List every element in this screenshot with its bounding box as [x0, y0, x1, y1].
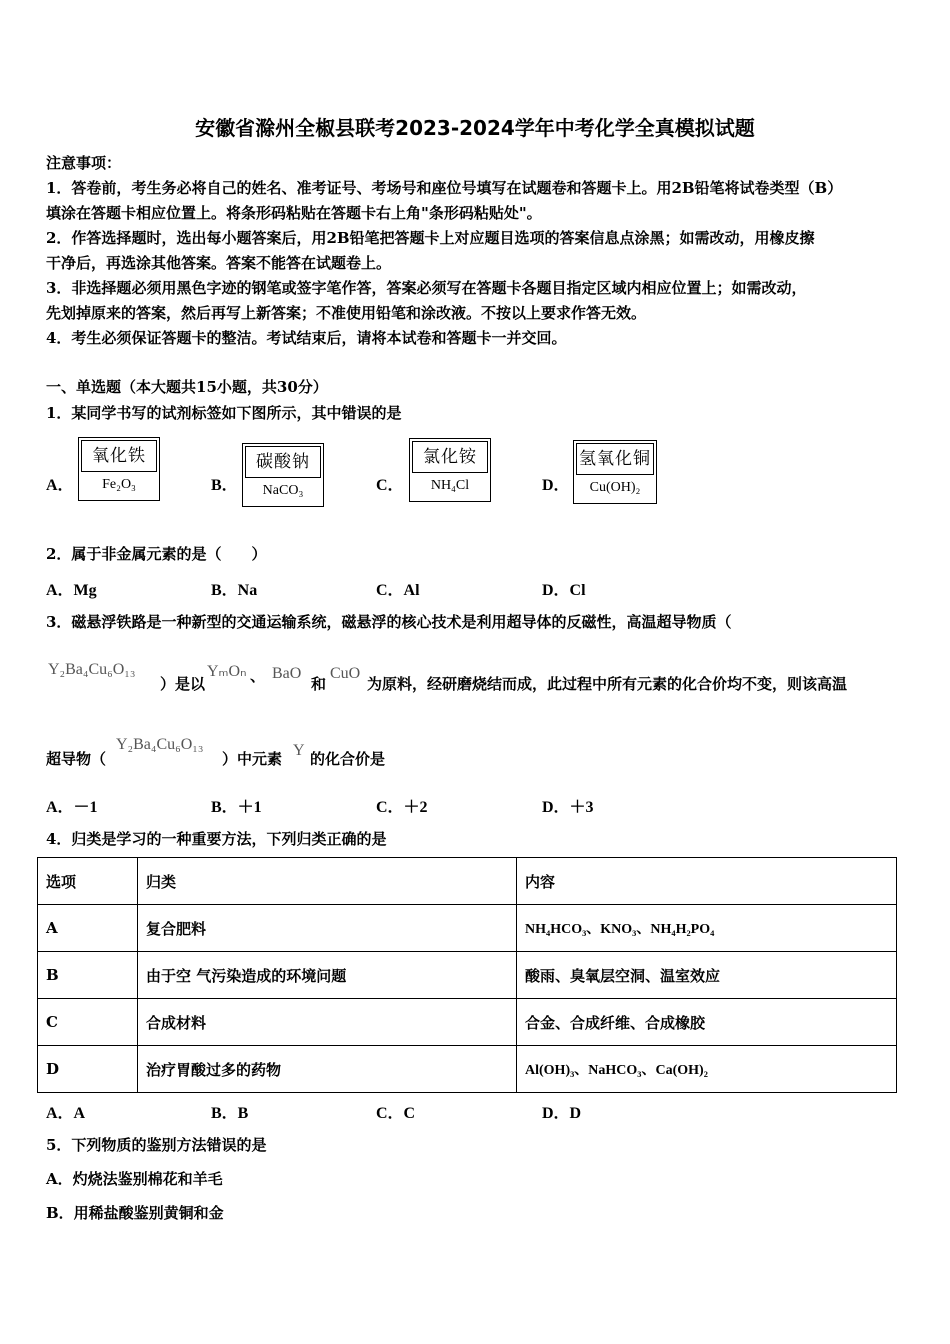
formula-cuo: CuO — [330, 665, 361, 682]
q2-option-b: B．Na — [211, 582, 258, 599]
notice-line: 填涂在答题卡相应位置上。将条形码粘贴在答题卡右上角"条形码粘贴处"。 — [46, 204, 542, 222]
q1-option-c-label — [409, 438, 491, 502]
question-4-stem: 4．归类是学习的一种重要方法，下列归类正确的是 — [46, 830, 387, 848]
q3-text: 的化合价是 — [310, 750, 386, 768]
label-name: 氯化铵 — [412, 441, 488, 473]
table-cell: B — [38, 952, 138, 999]
formula-bao: BaO — [272, 665, 302, 682]
formula-y: Y — [293, 742, 305, 759]
q3-text: ）是以 — [160, 675, 206, 693]
table-cell: D — [38, 1046, 138, 1093]
notice-line: 干净后，再选涂其他答案。答案不能答在试题卷上。 — [46, 254, 392, 272]
formula-ymon: YₘOₙ — [207, 663, 247, 680]
notice-line: 3．非选择题必须用黑色字迹的钢笔或签字笔作答，答案必须写在答题卡各题目指定区域内相应位置上；如需改动， — [46, 279, 807, 297]
table-cell: 合成材料 — [138, 999, 517, 1046]
table-row — [38, 1046, 897, 1093]
label-name: 氢氧化铜 — [576, 443, 654, 475]
label-formula: NaCO₃ — [262, 483, 304, 498]
q3-option-c: C．＋2 — [376, 799, 428, 816]
label-formula: Fe₂O₃ — [102, 477, 136, 492]
q3-option-a: A．－1 — [46, 799, 98, 816]
table-header-cell: 选项 — [38, 858, 138, 905]
question-1-stem: 1．某同学书写的试剂标签如下图所示，其中错误的是 — [46, 404, 402, 422]
q1-option-d-label — [573, 440, 657, 504]
table-header-cell: 内容 — [517, 858, 897, 905]
question-3-stem: 3．磁悬浮铁路是一种新型的交通运输系统，磁悬浮的核心技术是利用超导体的反磁性，高温超导物质（ — [46, 613, 732, 631]
q3-text: 和 — [311, 675, 327, 693]
q1-option-a-label — [78, 437, 160, 501]
page-title: 安徽省滁州全椒县联考2023-2024学年中考化学全真模拟试题 — [195, 116, 755, 140]
table-cell: Al(OH)₃、NaHCO₃、Ca(OH)₂ — [517, 1046, 897, 1093]
table-row — [38, 952, 897, 999]
q3-text: ）中元素 — [222, 750, 283, 768]
classification-table — [37, 857, 897, 1093]
q4-option-c: C．C — [376, 1105, 416, 1122]
notice-line: 4．考生必须保证答题卡的整洁。考试结束后，请将本试卷和答题卡一并交回。 — [46, 329, 567, 347]
q3-option-b: B．＋1 — [211, 799, 262, 816]
q1-option-b-label — [242, 443, 324, 507]
q5-option-a: A．灼烧法鉴别棉花和羊毛 — [46, 1170, 223, 1188]
notice-heading: 注意事项： — [46, 154, 122, 172]
table-cell: A — [38, 905, 138, 952]
q3-option-d: D．＋3 — [542, 799, 594, 816]
q1-option-a-letter: A． — [46, 477, 74, 494]
label-name: 碳酸钠 — [245, 446, 321, 478]
q1-option-b-letter: B． — [211, 477, 238, 494]
table-cell: NH₄HCO₃、KNO₃、NH₄H₂PO₄ — [517, 905, 897, 952]
table-cell: 复合肥料 — [138, 905, 517, 952]
q3-text: 为原料，经研磨烧结而成，此过程中所有元素的化合价均不变，则该高温 — [367, 675, 848, 693]
formula-superconductor: Y₂Ba₄Cu₆O₁₃ — [48, 661, 136, 678]
q5-option-b: B．用稀盐酸鉴别黄铜和金 — [46, 1204, 224, 1222]
table-header-cell: 归类 — [138, 858, 517, 905]
notice-line: 先划掉原来的答案，然后再写上新答案；不准使用铅笔和涂改液。不按以上要求作答无效。 — [46, 304, 647, 322]
table-cell: 治疗胃酸过多的药物 — [138, 1046, 517, 1093]
table-row — [38, 999, 897, 1046]
q3-text: 超导物（ — [46, 750, 107, 768]
label-formula: NH₄Cl — [430, 478, 470, 493]
question-5-stem: 5．下列物质的鉴别方法错误的是 — [46, 1136, 267, 1154]
q4-option-d: D．D — [542, 1105, 582, 1122]
q2-option-d: D．Cl — [542, 582, 586, 599]
q1-option-d-letter: D． — [542, 477, 570, 494]
table-cell: 合金、合成纤维、合成橡胶 — [517, 999, 897, 1046]
table-row — [38, 905, 897, 952]
label-name: 氧化铁 — [81, 440, 157, 472]
table-cell: 酸雨、臭氧层空洞、温室效应 — [517, 952, 897, 999]
q4-option-b: B．B — [211, 1105, 249, 1122]
q1-option-c-letter: C． — [376, 477, 404, 494]
notice-line: 2．作答选择题时，选出每小题答案后，用2B铅笔把答题卡上对应题目选项的答案信息点涂黑；如需改动，用橡皮擦 — [46, 229, 815, 247]
formula-superconductor: Y₂Ba₄Cu₆O₁₃ — [116, 736, 204, 753]
table-header-row — [38, 858, 897, 905]
section-heading: 一、单选题（本大题共15小题，共30分） — [46, 378, 328, 396]
notice-line: 1．答卷前，考生务必将自己的姓名、准考证号、考场号和座位号填写在试题卷和答题卡上。用2B铅笔将试卷类型（B） — [46, 179, 843, 197]
q3-text: 、 — [250, 667, 266, 685]
label-formula: Cu(OH)₂ — [589, 480, 641, 495]
table-cell: 由于空 气污染造成的环境问题 — [138, 952, 517, 999]
question-2-stem: 2．属于非金属元素的是（ ） — [46, 545, 267, 563]
q2-option-a: A．Mg — [46, 582, 97, 599]
table-cell: C — [38, 999, 138, 1046]
q4-option-a: A．A — [46, 1105, 86, 1122]
q2-option-c: C．Al — [376, 582, 420, 599]
